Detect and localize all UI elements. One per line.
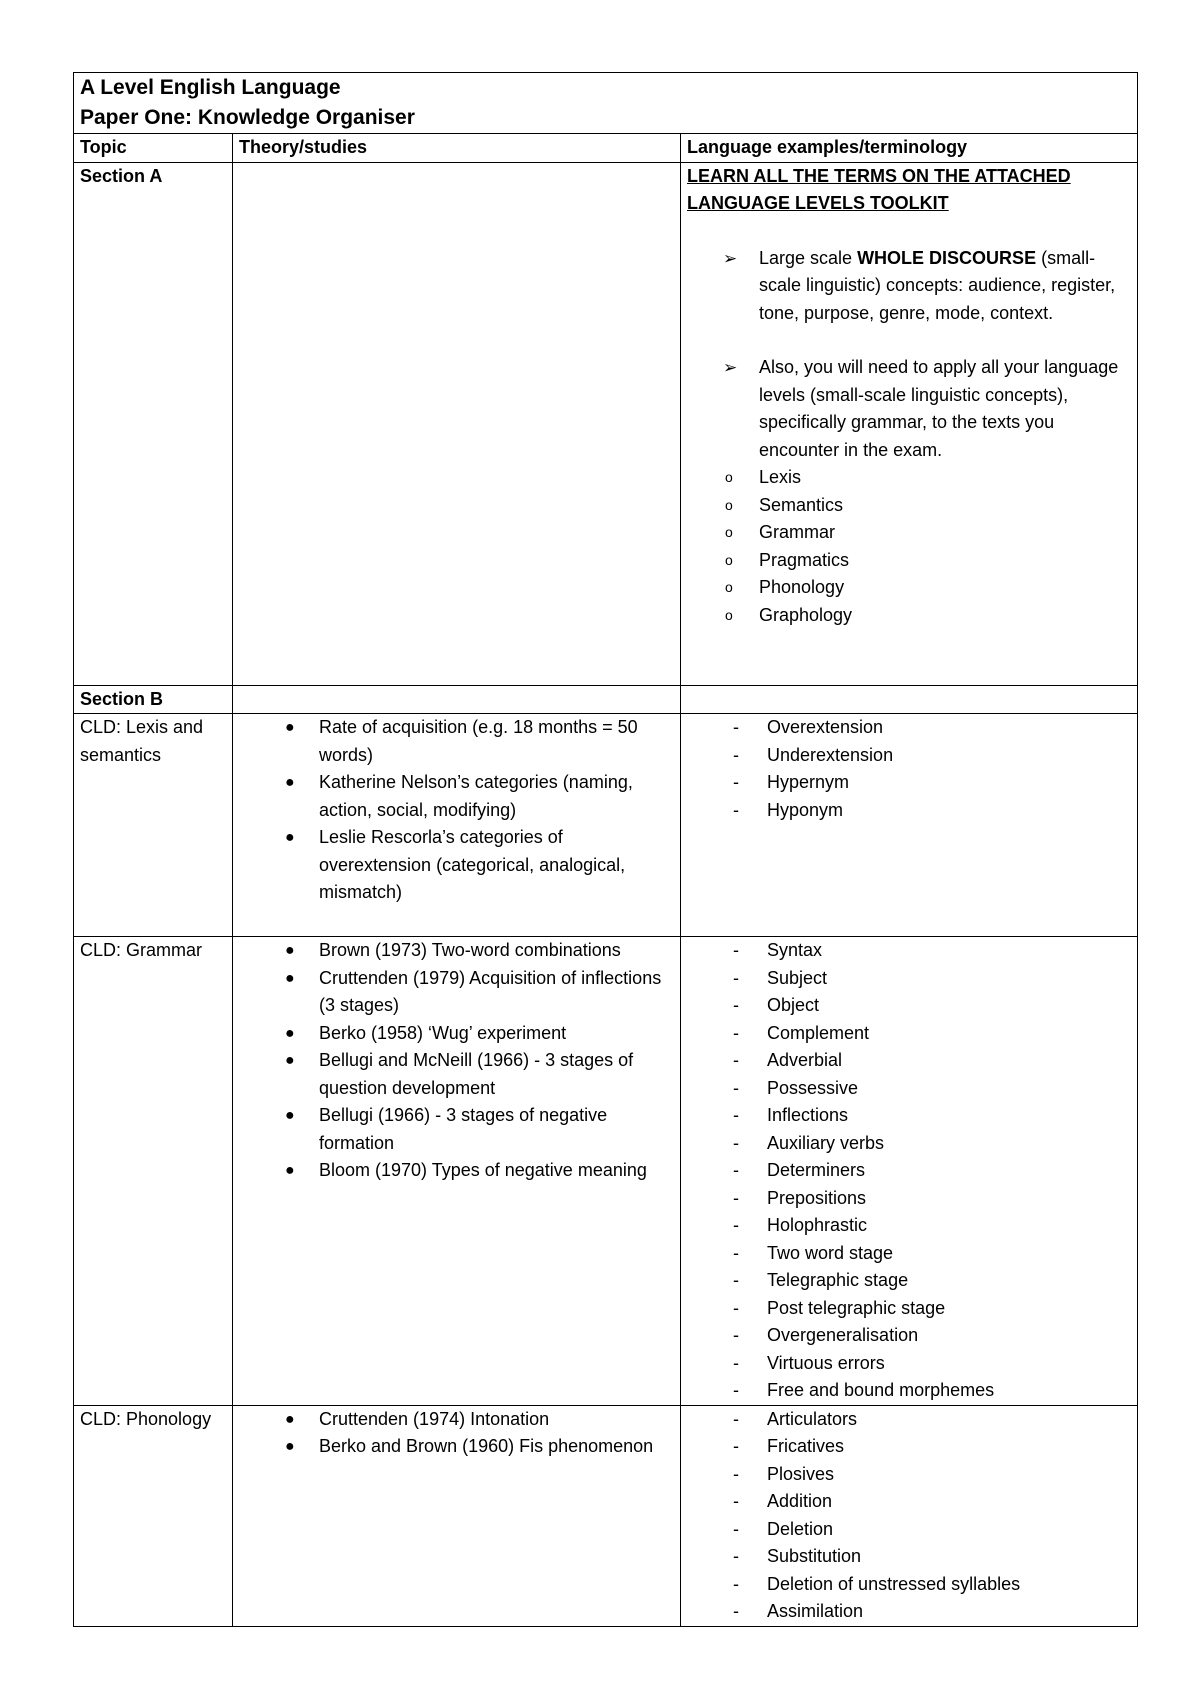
theory-item: ● Rate of acquisition (e.g. 18 months = 50 words): [239, 714, 674, 769]
circle-bullet-icon: o: [725, 551, 733, 568]
bullet-dot-icon: ●: [285, 774, 295, 791]
dash-bullet-icon: -: [733, 1132, 739, 1153]
dash-bullet-icon: -: [733, 1463, 739, 1484]
section-a-terms-cell: [681, 162, 1138, 685]
cld-grammar-topic: CLD: Grammar: [74, 937, 233, 1406]
term-item: - Complement: [687, 1020, 1131, 1048]
term-item: - Possessive: [687, 1075, 1131, 1103]
term-item: - Hypernym: [687, 769, 1131, 797]
dash-bullet-icon: -: [733, 1215, 739, 1235]
term-item: - Inflections: [687, 1102, 1131, 1130]
bullet-dot-icon: ●: [285, 942, 295, 959]
term-item: - Auxiliary verbs: [687, 1130, 1131, 1158]
section-a-arrow-list: [687, 245, 1131, 465]
term-item: - Underextension: [687, 742, 1131, 770]
language-level-item: o Semantics: [687, 492, 1131, 520]
bullet-dot-icon: ●: [285, 1438, 295, 1455]
arrow-item-whole-discourse: ➢ Large scale WHOLE DISCOURSE (small-scale linguistic) concepts: audience, register, tone, purpose, genre, mode, context.: [687, 245, 1131, 328]
term-item: - Deletion of unstressed syllables: [687, 1571, 1131, 1599]
bullet-dot-icon: ●: [285, 1410, 295, 1428]
arrow-bullet-icon: ➢: [723, 248, 738, 268]
cld-phonology-row: [74, 1405, 1138, 1626]
cld-grammar-terms: [687, 937, 1131, 1405]
term-item: - Overextension: [687, 714, 1131, 742]
circle-bullet-icon: o: [725, 496, 733, 513]
dash-bullet-icon: -: [733, 995, 739, 1015]
theory-item: ● Bellugi and McNeill (1966) - 3 stages of question development: [239, 1047, 674, 1102]
dash-bullet-icon: -: [733, 1325, 739, 1345]
term-item: - Virtuous errors: [687, 1350, 1131, 1378]
dash-bullet-icon: -: [733, 940, 739, 960]
theory-item: ● Cruttenden (1974) Intonation: [239, 1406, 674, 1434]
dash-bullet-icon: -: [733, 967, 739, 988]
theory-item: ● Cruttenden (1979) Acquisition of inflections (3 stages): [239, 965, 674, 1020]
cld-phonology-theories: [239, 1406, 674, 1461]
header-terminology: Language examples/terminology: [681, 134, 1138, 163]
dash-bullet-icon: -: [733, 1601, 739, 1621]
section-b-terms-cell: [681, 685, 1138, 714]
knowledge-organiser-table: [73, 72, 1138, 1627]
dash-bullet-icon: -: [733, 1050, 739, 1070]
dash-bullet-icon: -: [733, 1270, 739, 1290]
cld-grammar-row: [74, 937, 1138, 1406]
term-item: - Post telegraphic stage: [687, 1295, 1131, 1323]
language-level-item: o Pragmatics: [687, 547, 1131, 575]
dash-bullet-icon: -: [733, 1436, 739, 1456]
dash-bullet-icon: -: [733, 1077, 739, 1098]
dash-bullet-icon: -: [733, 1380, 739, 1400]
term-item: - Hyponym: [687, 797, 1131, 825]
cld-lexis-terms: [687, 714, 1131, 824]
language-levels-list: [687, 464, 1131, 629]
term-item: - Prepositions: [687, 1185, 1131, 1213]
learn-terms-line2: LANGUAGE LEVELS TOOLKIT: [687, 193, 949, 213]
section-b-topic-cell: [74, 685, 233, 714]
cld-phonology-topic: CLD: Phonology: [74, 1405, 233, 1626]
term-item: - Adverbial: [687, 1047, 1131, 1075]
title-row: [74, 73, 1138, 134]
term-item: - Substitution: [687, 1543, 1131, 1571]
bullet-dot-icon: ●: [285, 1107, 295, 1124]
cld-lexis-topic: CLD: Lexis and semantics: [74, 714, 233, 937]
document-subtitle: Paper One: Knowledge Organiser: [80, 106, 415, 129]
dash-bullet-icon: -: [733, 772, 739, 792]
theory-item: ● Berko and Brown (1960) Fis phenomenon: [239, 1433, 674, 1461]
theory-item: ● Katherine Nelson’s categories (naming, action, social, modifying): [239, 769, 674, 824]
term-item: - Syntax: [687, 937, 1131, 965]
term-item: - Free and bound morphemes: [687, 1377, 1131, 1405]
term-item: - Subject: [687, 965, 1131, 993]
language-level-item: o Phonology: [687, 574, 1131, 602]
section-b-theory-cell: [233, 685, 681, 714]
term-item: - Addition: [687, 1488, 1131, 1516]
document-title: A Level English Language: [80, 76, 341, 99]
header-theory: Theory/studies: [233, 134, 681, 163]
theory-item: ● Bloom (1970) Types of negative meaning: [239, 1157, 674, 1185]
dash-bullet-icon: -: [733, 799, 739, 820]
dash-bullet-icon: -: [733, 1187, 739, 1208]
term-item: - Two word stage: [687, 1240, 1131, 1268]
bullet-dot-icon: ●: [285, 829, 295, 846]
dash-bullet-icon: -: [733, 1297, 739, 1318]
dash-bullet-icon: -: [733, 717, 739, 737]
term-item: - Holophrastic: [687, 1212, 1131, 1240]
circle-bullet-icon: o: [725, 524, 733, 540]
dash-bullet-icon: -: [733, 1352, 739, 1373]
bullet-dot-icon: ●: [285, 1052, 295, 1069]
term-item: - Overgeneralisation: [687, 1322, 1131, 1350]
learn-terms-line1: LEARN ALL THE TERMS ON THE ATTACHED: [687, 165, 1071, 186]
bullet-dot-icon: ●: [285, 719, 295, 736]
term-item: - Plosives: [687, 1461, 1131, 1489]
term-item: - Assimilation: [687, 1598, 1131, 1626]
dash-bullet-icon: -: [733, 1491, 739, 1511]
section-a-topic-cell: [74, 162, 233, 685]
language-level-item: o Grammar: [687, 519, 1131, 547]
circle-bullet-icon: o: [725, 469, 733, 485]
term-item: - Telegraphic stage: [687, 1267, 1131, 1295]
dash-bullet-icon: -: [733, 1160, 739, 1180]
section-b-row: [74, 685, 1138, 714]
dash-bullet-icon: -: [733, 1518, 739, 1539]
section-a-label: Section A: [80, 165, 163, 186]
header-row: [74, 134, 1138, 163]
theory-item: ● Leslie Rescorla’s categories of overextension (categorical, analogical, mismatch): [239, 824, 674, 907]
dash-bullet-icon: -: [733, 1022, 739, 1043]
dash-bullet-icon: -: [733, 1105, 739, 1125]
language-level-item: o Lexis: [687, 464, 1131, 492]
theory-item: ● Berko (1958) ‘Wug’ experiment: [239, 1020, 674, 1048]
section-b-label: Section B: [80, 688, 164, 709]
theory-item: ● Bellugi (1966) - 3 stages of negative formation: [239, 1102, 674, 1157]
term-item: - Fricatives: [687, 1433, 1131, 1461]
dash-bullet-icon: -: [733, 1242, 739, 1263]
dash-bullet-icon: -: [733, 1546, 739, 1566]
term-item: - Deletion: [687, 1516, 1131, 1544]
circle-bullet-icon: o: [725, 579, 733, 595]
cld-lexis-row: [74, 714, 1138, 937]
bullet-dot-icon: ●: [285, 1024, 295, 1042]
cld-phonology-terms: [687, 1406, 1131, 1626]
term-item: - Object: [687, 992, 1131, 1020]
term-item: - Articulators: [687, 1406, 1131, 1434]
cld-lexis-theories: [239, 714, 674, 907]
arrow-item-language-levels: ➢ Also, you will need to apply all your language levels (small-scale linguistic concepts), specifically grammar, to the texts you encounter in the exam.: [687, 354, 1131, 464]
dash-bullet-icon: -: [733, 744, 739, 765]
bullet-dot-icon: ●: [285, 969, 295, 987]
bullet-dot-icon: ●: [285, 1162, 295, 1179]
section-a-theory-cell: [233, 162, 681, 685]
title-cell: [74, 73, 1138, 134]
section-a-row: [74, 162, 1138, 685]
dash-bullet-icon: -: [733, 1408, 739, 1429]
circle-bullet-icon: o: [725, 606, 733, 623]
term-item: - Determiners: [687, 1157, 1131, 1185]
header-topic: Topic: [74, 134, 233, 163]
theory-item: ● Brown (1973) Two-word combinations: [239, 937, 674, 965]
dash-bullet-icon: -: [733, 1573, 739, 1594]
arrow-bullet-icon: ➢: [723, 358, 738, 377]
cld-grammar-theories: [239, 937, 674, 1185]
language-level-item: o Graphology: [687, 602, 1131, 630]
